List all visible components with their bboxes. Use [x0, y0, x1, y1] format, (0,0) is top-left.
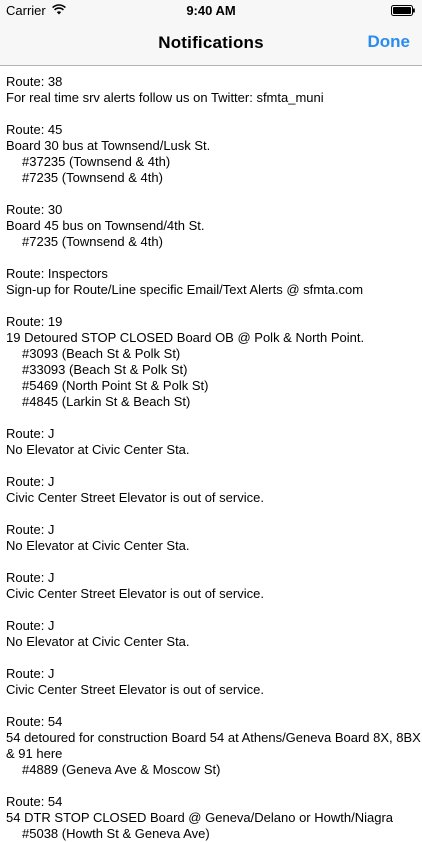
notification-message: 54 DTR STOP CLOSED Board @ Geneva/Delano or Howth/Niagra: [6, 810, 393, 825]
notification-stop: #3093 (Beach St & Polk St): [22, 346, 181, 361]
notification-route: Route: 38: [6, 74, 63, 89]
notification-item: [6, 426, 422, 458]
clock: 9:40 AM: [186, 3, 236, 18]
notification-route: Route: J: [6, 618, 55, 633]
notification-list[interactable]: [0, 66, 422, 841]
notification-stop: #37235 (Townsend & 4th): [22, 154, 171, 169]
page-title: Notifications: [158, 33, 264, 52]
notification-route: Route: 54: [6, 794, 63, 809]
notification-item: [6, 522, 422, 554]
notification-message: No Elevator at Civic Center Sta.: [6, 442, 190, 457]
notification-item: [6, 794, 422, 842]
notification-message: No Elevator at Civic Center Sta.: [6, 634, 190, 649]
notification-route: Route: J: [6, 522, 55, 537]
notification-item: [6, 122, 422, 186]
notification-stop: #7235 (Townsend & 4th): [22, 234, 163, 249]
notification-message: Civic Center Street Elevator is out of service.: [6, 586, 264, 601]
notification-route: Route: 54: [6, 714, 63, 729]
notification-item: [6, 714, 422, 778]
notification-item: [6, 314, 422, 410]
notification-stop: #5038 (Howth St & Geneva Ave): [22, 826, 210, 841]
done-button[interactable]: Done: [367, 32, 410, 51]
notification-route: Route: 45: [6, 122, 63, 137]
notification-message: No Elevator at Civic Center Sta.: [6, 538, 190, 553]
status-bar: [0, 0, 422, 22]
notification-route: Route: 19: [6, 314, 63, 329]
notification-stop: #4889 (Geneva Ave & Moscow St): [22, 762, 221, 777]
notification-stop: #4845 (Larkin St & Beach St): [22, 394, 191, 409]
notification-message: Board 45 bus on Townsend/4th St.: [6, 218, 205, 233]
notification-item: [6, 570, 422, 602]
notification-message: Sign-up for Route/Line specific Email/Text Alerts @ sfmta.com: [6, 282, 364, 297]
notification-message: 19 Detoured STOP CLOSED Board OB @ Polk & North Point.: [6, 330, 365, 345]
notification-route: Route: 30: [6, 202, 63, 217]
notification-route: Route: J: [6, 426, 55, 441]
notification-message: Civic Center Street Elevator is out of service.: [6, 490, 264, 505]
notification-item: [6, 74, 422, 106]
notification-message: 54 detoured for construction Board 54 at Athens/Geneva Board 8X, 8BX & 91 here: [6, 730, 421, 761]
notification-message: Board 30 bus at Townsend/Lusk St.: [6, 138, 211, 153]
notification-item: [6, 202, 422, 250]
notification-item: [6, 474, 422, 506]
notification-route: Route: J: [6, 474, 55, 489]
notification-stop: #5469 (North Point St & Polk St): [22, 378, 209, 393]
notification-route: Route: J: [6, 570, 55, 585]
notification-route: Route: Inspectors: [6, 266, 108, 281]
notification-item: [6, 618, 422, 650]
battery-icon: [391, 5, 415, 16]
notification-message: For real time srv alerts follow us on Twitter: sfmta_muni: [6, 90, 324, 105]
notification-stop: #7235 (Townsend & 4th): [22, 170, 163, 185]
carrier-label: Carrier: [6, 3, 46, 18]
notification-message: Civic Center Street Elevator is out of service.: [6, 682, 264, 697]
notification-stop: #33093 (Beach St & Polk St): [22, 362, 188, 377]
navigation-bar: [0, 22, 422, 66]
notification-item: [6, 266, 422, 298]
notification-item: [6, 666, 422, 698]
notification-route: Route: J: [6, 666, 55, 681]
